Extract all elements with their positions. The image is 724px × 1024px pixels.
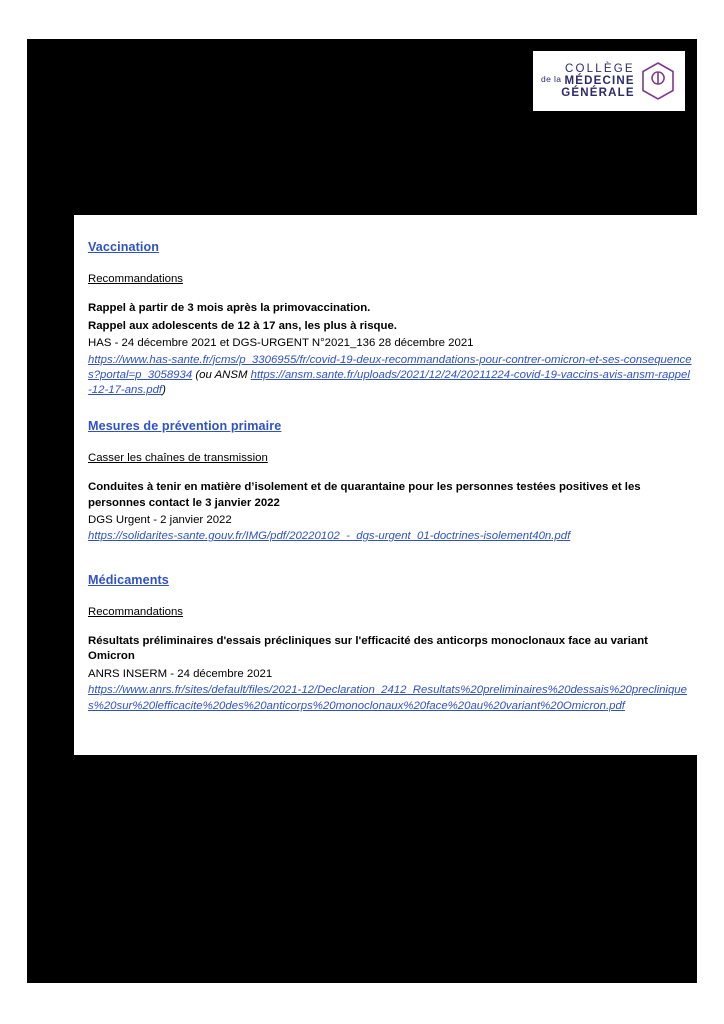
section-title-medicaments: Médicaments: [88, 572, 169, 587]
section-subtitle-transmission: Casser les chaînes de transmission: [88, 451, 268, 464]
entry-source: ANRS INSERM - 24 décembre 2021: [88, 667, 273, 680]
section-title-vaccination: Vaccination: [88, 240, 160, 254]
logo-line-college: COLLÈGE: [565, 62, 635, 75]
entry-bold-line: Rappel à partir de 3 mois après la primovaccination.: [88, 302, 371, 315]
logo-line-medecine-text: MÉDECINE: [564, 74, 635, 87]
entry-link-anrs[interactable]: https://www.anrs.fr/sites/default/files/2021-12/Declaration_2412_Resultats%20preliminaires%20dessais%20precliniques%20sur%20lefficacite%20des%20anticorps%20monoclonaux%20face%20au%20variant%20Omicron.pdf: [88, 684, 687, 712]
entry-links: [88, 529, 692, 544]
logo-line-medecine: [539, 75, 635, 87]
section-subtitle-recommandations-1: Recommandations: [88, 273, 183, 285]
entry-link-ansm[interactable]: https://ansm.sante.fr/uploads/2021/12/24/20211224-covid-19-vaccins-avis-ansm-rappel-12-17-ans.pdf: [88, 368, 690, 397]
entry-link-prefix: (ou ANSM: [192, 368, 251, 381]
logo: [533, 51, 685, 111]
document-body: [88, 239, 692, 714]
section-subtitle-recommandations-2: Recommandations: [88, 605, 183, 618]
entry-source: HAS - 24 décembre 2021 et DGS-URGENT N°2021_136 28 décembre 2021: [88, 337, 474, 350]
entry-bold-line: Résultats préliminaires d'essais précliniques sur l'efficacité des anticorps monoclonaux face au variant Omicron: [88, 635, 648, 663]
entry-link-dgs[interactable]: https://solidarites-sante.gouv.fr/IMG/pdf/20220102_-_dgs-urgent_01-doctrines-isolement40n.pdf: [88, 530, 571, 543]
section-title-prevention: Mesures de prévention primaire: [88, 418, 282, 433]
entry-source: DGS Urgent - 2 janvier 2022: [88, 513, 232, 526]
entry-links: [88, 353, 692, 399]
hexagon-logo-icon: [641, 62, 675, 100]
entry-link-has[interactable]: https://www.has-sante.fr/jcms/p_3306955/fr/covid-19-deux-recommandations-pour-contrer-omicron-et-ses-consequences?portal=p_3058934: [88, 353, 692, 381]
entry-bold-line: Conduites à tenir en matière d’isolement et de quarantaine pour les personnes testées positives et les personnes contact le 3 janvier 2022: [88, 481, 641, 509]
slide-background: [27, 39, 697, 983]
entry-link-suffix: ): [162, 384, 166, 397]
content-card: [74, 215, 704, 755]
logo-line-dela: de la: [541, 73, 562, 84]
entry-links: [88, 683, 692, 714]
logo-wordmark: [539, 63, 635, 99]
entry-bold-line: Rappel aux adolescents de 12 à 17 ans, les plus à risque.: [88, 319, 397, 332]
logo-line-generale: GÉNÉRALE: [561, 87, 635, 100]
